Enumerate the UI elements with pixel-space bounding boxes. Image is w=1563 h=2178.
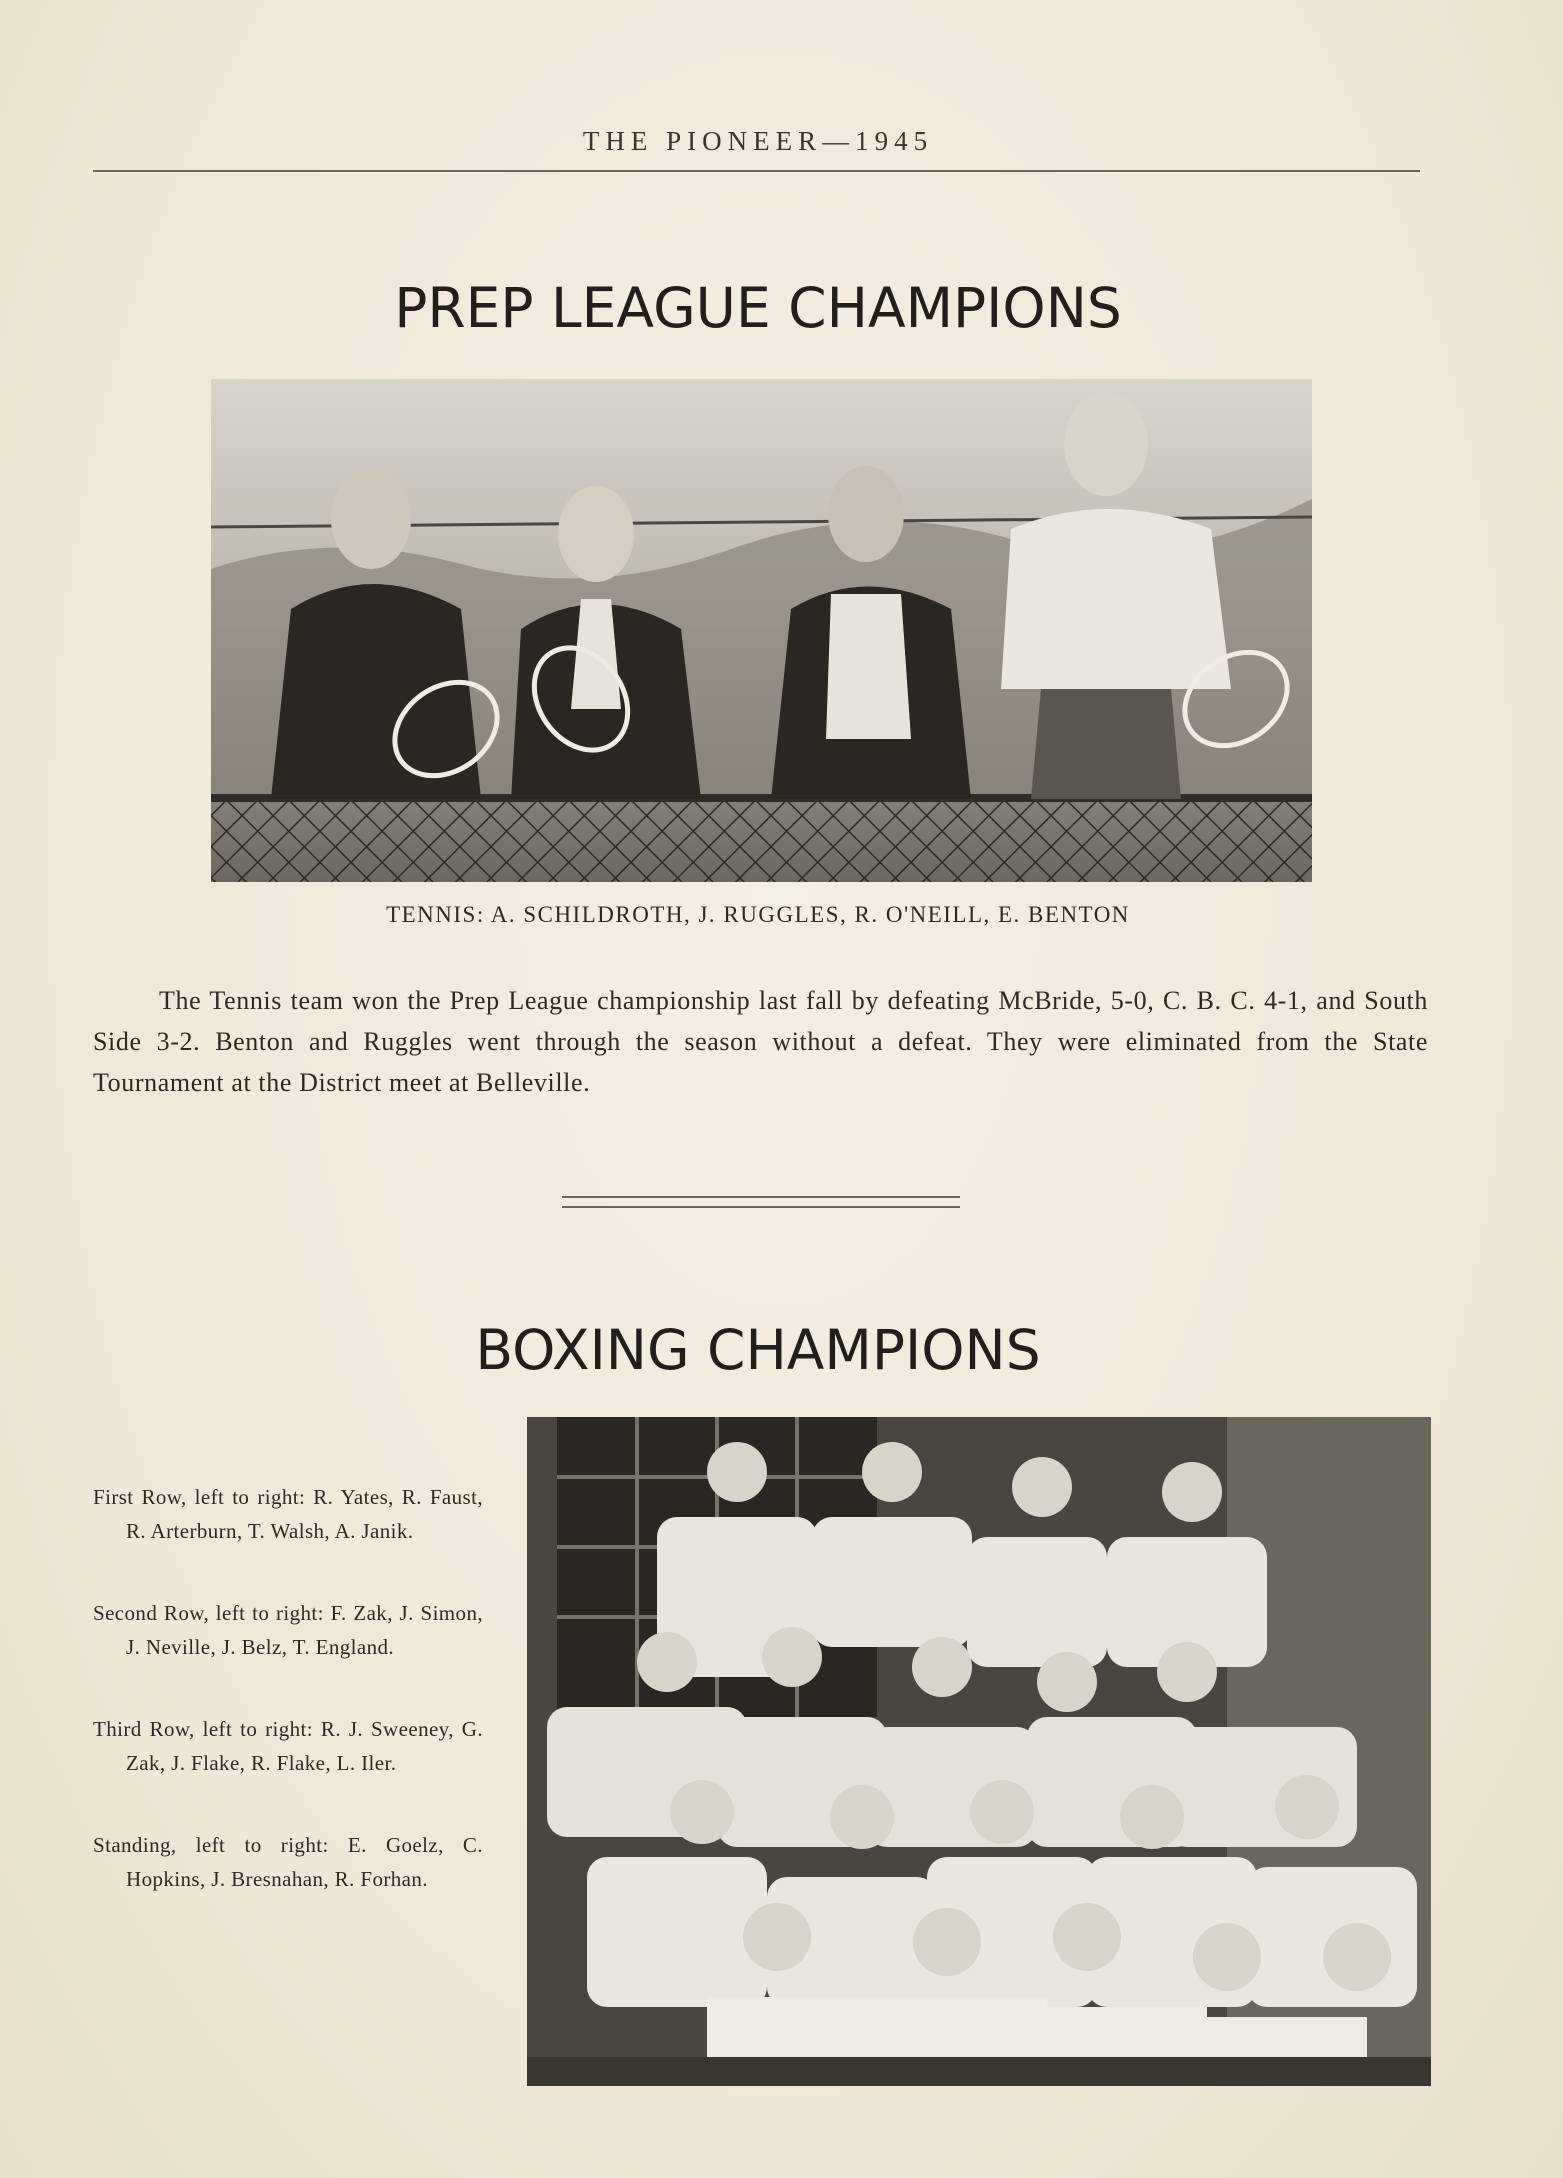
boxing-team-photo (527, 1417, 1431, 2086)
running-head: THE PIONEER—1945 (582, 126, 934, 156)
tennis-paragraph: The Tennis team won the Prep League championship last fall by defeating McBride, 5-0, C. B. C. 4-1, and South Side 3-2. Benton and Ruggles went through the season without a defeat. They were eliminated from the State Tournament at the District meet at Belleville. (93, 986, 1428, 1097)
boxing-section-title: BOXING CHAMPIONS (475, 1318, 1041, 1382)
roster-first-row: First Row, left to right: R. Yates, R. Faust, R. Arterburn, T. Walsh, A. Janik. (93, 1485, 483, 1543)
tennis-section-title: PREP LEAGUE CHAMPIONS (394, 276, 1122, 340)
roster-standing-row: Standing, left to right: E. Goelz, C. Hopkins, J. Bresnahan, R. Forhan. (93, 1833, 483, 1891)
tennis-team-photo (211, 379, 1312, 882)
roster-third-row: Third Row, left to right: R. J. Sweeney, G. Zak, J. Flake, R. Flake, L. Iler. (93, 1717, 483, 1775)
section-divider (562, 1196, 960, 1208)
roster-second-row: Second Row, left to right: F. Zak, J. Simon, J. Neville, J. Belz, T. England. (93, 1601, 483, 1659)
boxing-roster (93, 1480, 483, 1944)
header-rule (93, 170, 1420, 172)
tennis-caption: TENNIS: A. SCHILDROTH, J. RUGGLES, R. O'NEILL, E. BENTON (386, 902, 1130, 927)
